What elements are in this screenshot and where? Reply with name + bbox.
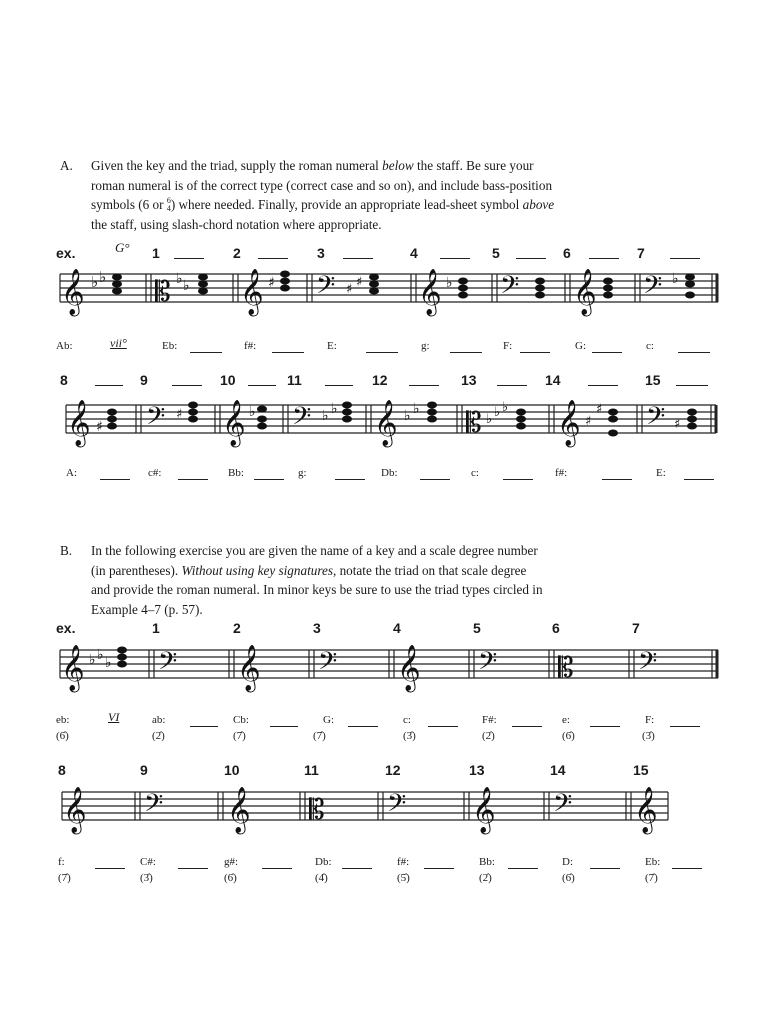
roman-numeral-blank[interactable] <box>262 868 292 869</box>
exercise-number: 13 <box>469 762 485 778</box>
treble-clef-icon: 𝄞 <box>634 787 658 833</box>
section-a-line-4: the staff, using slash-chord notation where appropriate. <box>91 216 382 232</box>
scale-degree: (7̂) <box>645 872 658 884</box>
key-label: f#: <box>244 340 257 352</box>
key-label: A: <box>66 467 77 479</box>
treble-clef-icon: 𝄞 <box>573 269 597 315</box>
exercise-number: 4 <box>410 245 418 261</box>
exercise-number: 10 <box>224 762 240 778</box>
key-label: g#: <box>224 856 239 868</box>
key-label: G: <box>323 714 334 726</box>
scale-degree: (4̂) <box>315 872 328 884</box>
key-label: f: <box>58 856 65 868</box>
bass-clef-icon: 𝄢 <box>478 647 498 682</box>
exercise-number: 8 <box>60 372 68 388</box>
alto-clef-icon: 𝄡 <box>558 651 574 684</box>
exercise-number: 3 <box>313 620 321 636</box>
key-label: E: <box>656 467 666 479</box>
sharp-icon: ♯ <box>596 402 603 417</box>
sharp-icon: ♯ <box>585 414 592 429</box>
exercise-number: 9 <box>140 372 148 388</box>
bass-clef-icon: 𝄢 <box>553 789 573 824</box>
flat-icon: ♭ <box>446 275 453 291</box>
key-label: ab: <box>152 714 166 726</box>
treble-clef-icon: 𝄞 <box>397 645 421 691</box>
treble-clef-icon: 𝄞 <box>227 787 251 833</box>
exercise-number: 6 <box>552 620 560 636</box>
roman-numeral-blank[interactable] <box>590 868 620 869</box>
treble-clef-icon: 𝄞 <box>63 787 87 833</box>
alto-clef-icon: 𝄡 <box>155 275 171 308</box>
key-label: Eb: <box>645 856 661 868</box>
example-lead-sheet-symbol: G° <box>115 240 130 255</box>
flat-icon: ♭ <box>404 408 411 424</box>
flat-icon: ♭ <box>91 273 99 291</box>
bass-clef-icon: 𝄢 <box>643 271 663 306</box>
scale-degree: (7̂) <box>58 872 71 884</box>
exercise-number: 11 <box>287 372 302 388</box>
exercise-number: 12 <box>385 762 401 778</box>
exercise-number: 2 <box>233 620 241 636</box>
treble-clef-icon: 𝄞 <box>237 645 261 691</box>
flat-icon: ♭ <box>183 278 190 294</box>
roman-numeral-blank[interactable] <box>342 868 372 869</box>
section-b-letter: B. <box>60 543 73 558</box>
key-label: c: <box>471 467 479 479</box>
flat-icon: ♭ <box>105 655 112 671</box>
treble-clef-icon: 𝄞 <box>222 400 246 446</box>
key-label: Db: <box>315 856 332 868</box>
bass-clef-icon: 𝄢 <box>316 271 336 306</box>
bass-clef-icon: 𝄢 <box>638 647 658 682</box>
treble-clef-icon: 𝄞 <box>557 400 581 446</box>
exercise-number: 3 <box>317 245 325 261</box>
scale-degree: (3̂) <box>403 730 416 742</box>
bass-clef-icon: 𝄢 <box>146 402 166 437</box>
roman-numeral-blank[interactable] <box>178 868 208 869</box>
flat-icon: ♭ <box>322 408 329 424</box>
treble-clef-icon: 𝄞 <box>374 400 398 446</box>
exercise-number: 4 <box>393 620 401 636</box>
flat-icon: ♭ <box>494 405 501 420</box>
roman-numeral-blank[interactable] <box>424 868 454 869</box>
example-label-a: ex. <box>56 245 76 261</box>
key-label: Eb: <box>162 340 178 352</box>
exercise-number: 1 <box>152 245 160 261</box>
key-label: g: <box>421 340 430 352</box>
key-label: Bb: <box>228 467 244 479</box>
scale-degree: (6̂) <box>224 872 237 884</box>
treble-clef-icon: 𝄞 <box>61 269 85 315</box>
exercise-number: 11 <box>304 762 319 778</box>
exercise-number: 7 <box>637 245 645 261</box>
key-label: eb: <box>56 714 70 726</box>
bass-clef-icon: 𝄢 <box>144 789 164 824</box>
section-b-line-3: and provide the roman numeral. In minor keys be sure to use the triad types circled in <box>91 582 543 597</box>
exercise-number: 7 <box>632 620 640 636</box>
sharp-icon: ♯ <box>356 275 363 290</box>
flat-icon: ♭ <box>502 400 509 415</box>
scale-degree: (6̂) <box>562 872 575 884</box>
roman-numeral-blank[interactable] <box>95 868 125 869</box>
key-label: Cb: <box>233 714 249 726</box>
scale-degree: (2̂) <box>479 872 492 884</box>
example-roman-numeral: vii° <box>110 336 127 350</box>
flat-icon: ♭ <box>413 401 420 417</box>
key-label: Ab: <box>56 340 73 352</box>
scale-degree: (5̂) <box>397 872 410 884</box>
scale-degree: (2̂) <box>152 730 165 742</box>
key-label: F: <box>645 714 655 726</box>
key-label: f#: <box>397 856 410 868</box>
treble-clef-icon: 𝄞 <box>240 269 264 315</box>
flat-icon: ♭ <box>672 271 679 287</box>
sharp-icon: ♯ <box>268 275 275 291</box>
key-label: c: <box>646 340 654 352</box>
exercise-number: 9 <box>140 762 148 778</box>
sharp-icon: ♯ <box>674 417 681 432</box>
bass-clef-icon: 𝄢 <box>387 789 407 824</box>
sharp-icon: ♯ <box>176 407 183 422</box>
exercise-number: 13 <box>461 372 477 388</box>
flat-icon: ♭ <box>176 271 183 287</box>
key-label: g: <box>298 467 307 479</box>
flat-icon: ♭ <box>99 268 107 286</box>
key-label: Db: <box>381 467 398 479</box>
section-a-line-1: Given the key and the triad, supply the roman numeral below the staff. Be sure your <box>91 158 534 173</box>
exercise-number: 6 <box>563 245 571 261</box>
bass-clef-icon: 𝄢 <box>292 402 312 437</box>
key-label: G: <box>575 340 586 352</box>
key-label: F#: <box>482 714 497 726</box>
exercise-number: 5 <box>492 245 500 261</box>
bass-clef-icon: 𝄢 <box>646 402 666 437</box>
exercise-number: 2 <box>233 245 241 261</box>
scale-degree: (3̂) <box>642 730 655 742</box>
scale-degree: (7̂) <box>313 730 326 742</box>
section-b-line-1: In the following exercise you are given the name of a key and a scale degree number <box>91 543 538 558</box>
bass-clef-icon: 𝄢 <box>318 647 338 682</box>
flat-icon: ♭ <box>89 652 96 668</box>
sharp-icon: ♯ <box>96 419 103 435</box>
six-four-fraction: 6 4 <box>166 196 171 213</box>
flat-icon: ♭ <box>331 401 338 417</box>
section-a-line-2: roman numeral is of the correct type (correct case and so on), and include bass-position <box>91 177 553 193</box>
exercise-number: 14 <box>550 762 566 778</box>
sharp-icon: ♯ <box>346 282 353 297</box>
scale-degree: (7̂) <box>233 730 246 742</box>
key-label: c#: <box>148 467 162 479</box>
treble-clef-icon: 𝄞 <box>472 787 496 833</box>
exercise-number: 5 <box>473 620 481 636</box>
key-label: e: <box>562 714 570 726</box>
roman-numeral-blank[interactable] <box>672 868 702 869</box>
exercise-number: 8 <box>58 762 66 778</box>
treble-clef-icon: 𝄞 <box>61 645 85 691</box>
section-a-letter: A. <box>60 158 73 173</box>
section-b-line-2: (in parentheses). Without using key signatures, notate the triad on that scale degree <box>91 562 527 578</box>
key-label: F: <box>503 340 513 352</box>
scale-degree: (6̂) <box>562 730 575 742</box>
exercise-number: 14 <box>545 372 561 388</box>
scale-degree: (3̂) <box>140 872 153 884</box>
treble-clef-icon: 𝄞 <box>418 269 442 315</box>
exercise-number: 1 <box>152 620 160 636</box>
flat-icon: ♭ <box>486 412 493 427</box>
flat-icon: ♭ <box>97 647 104 663</box>
scale-degree: (6̂) <box>56 730 69 742</box>
key-label: f#: <box>555 467 568 479</box>
key-label: Bb: <box>479 856 495 868</box>
flat-icon: ♭ <box>249 404 256 420</box>
section-a-line-3: symbols (6 or 6 4) where needed. Finally, provide an appropriate lead-sheet symbol above <box>91 196 555 213</box>
scale-degree: (2̂) <box>482 730 495 742</box>
bass-clef-icon: 𝄢 <box>158 647 178 682</box>
section-b-line-4: Example 4–7 (p. 57). <box>91 601 203 617</box>
bass-clef-icon: 𝄢 <box>500 271 520 306</box>
exercise-number: 10 <box>220 372 236 388</box>
exercise-number: 15 <box>645 372 661 388</box>
example-label-b: ex. <box>56 620 76 636</box>
exercise-number: 15 <box>633 762 649 778</box>
alto-clef-icon: 𝄡 <box>309 793 325 826</box>
key-label: c: <box>403 714 411 726</box>
alto-clef-icon: 𝄡 <box>466 406 482 439</box>
exercise-number: 12 <box>372 372 388 388</box>
key-label: E: <box>327 340 337 352</box>
key-label: D: <box>562 856 573 868</box>
key-label: C#: <box>140 856 156 868</box>
treble-clef-icon: 𝄞 <box>67 400 91 446</box>
roman-numeral-blank[interactable] <box>508 868 538 869</box>
example-roman-numeral: VI <box>108 710 120 724</box>
